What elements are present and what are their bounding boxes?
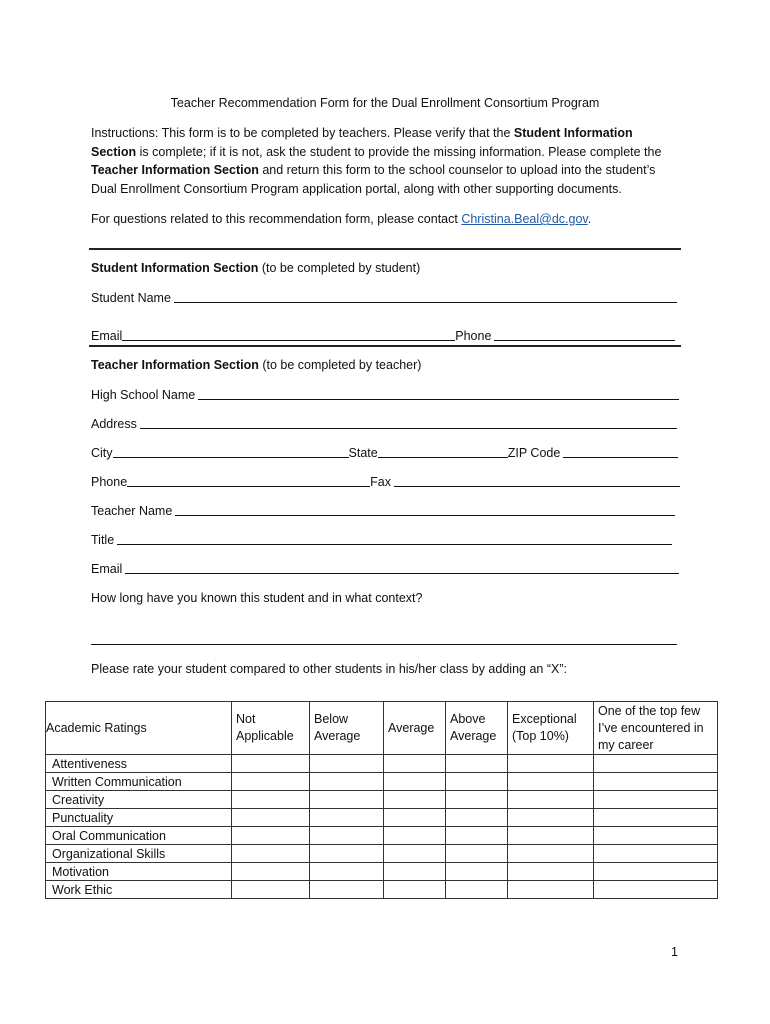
teacher-title-row bbox=[91, 531, 681, 547]
zip-field[interactable] bbox=[563, 455, 678, 458]
teacher-title-label: Title bbox=[91, 533, 115, 547]
rating-cell[interactable] bbox=[508, 791, 594, 809]
rating-cell[interactable] bbox=[446, 863, 508, 881]
rating-cell[interactable] bbox=[508, 881, 594, 899]
rating-cell[interactable] bbox=[310, 773, 384, 791]
teacher-name-row bbox=[91, 502, 681, 518]
student-section-note: (to be completed by student) bbox=[258, 261, 421, 275]
rating-cell[interactable] bbox=[446, 845, 508, 863]
context-question: How long have you known this student and in what context? bbox=[91, 591, 423, 605]
rating-cell[interactable] bbox=[384, 791, 446, 809]
rating-cell[interactable] bbox=[384, 827, 446, 845]
header-academic-label: Academic Ratings bbox=[46, 720, 147, 735]
header-text: One of the top few bbox=[598, 703, 701, 718]
rating-cell[interactable] bbox=[508, 845, 594, 863]
rating-cell[interactable] bbox=[446, 791, 508, 809]
city-label: City bbox=[91, 446, 113, 460]
teacher-email-label: Email bbox=[91, 562, 123, 576]
rating-row-label: Written Communication bbox=[46, 773, 232, 791]
rating-row-oral-communication bbox=[46, 827, 718, 845]
teacher-phone-label: Phone bbox=[91, 475, 128, 489]
rating-cell[interactable] bbox=[232, 773, 310, 791]
student-phone-label: Phone bbox=[455, 329, 492, 343]
rating-cell[interactable] bbox=[446, 827, 508, 845]
header-above-average bbox=[446, 702, 508, 755]
rating-cell[interactable] bbox=[384, 863, 446, 881]
state-label: State bbox=[348, 446, 378, 460]
rating-row-attentiveness bbox=[46, 755, 718, 773]
rating-prompt: Please rate your student compared to other students in his/her class by adding an “X”: bbox=[91, 662, 567, 676]
rating-cell[interactable] bbox=[310, 881, 384, 899]
context-answer-field[interactable] bbox=[91, 642, 677, 645]
fax-field[interactable] bbox=[394, 484, 680, 487]
contact-end: . bbox=[587, 212, 592, 226]
student-phone-field[interactable] bbox=[494, 338, 675, 341]
rating-cell[interactable] bbox=[384, 755, 446, 773]
page-number: 1 bbox=[671, 945, 678, 959]
rating-cell[interactable] bbox=[310, 845, 384, 863]
city-state-zip-row bbox=[91, 444, 681, 460]
student-name-row bbox=[91, 289, 681, 305]
rating-cell[interactable] bbox=[594, 809, 718, 827]
instructions-text: is complete; if it is not, ask the student to provide the missing information. Please complete the bbox=[136, 144, 662, 159]
state-field[interactable] bbox=[378, 455, 508, 458]
rating-row-label: Punctuality bbox=[46, 809, 232, 827]
rating-cell[interactable] bbox=[508, 809, 594, 827]
teacher-section-title: Teacher Information Section bbox=[91, 358, 259, 372]
zip-label: ZIP Code bbox=[507, 446, 561, 460]
header-below-average bbox=[310, 702, 384, 755]
rating-cell[interactable] bbox=[508, 755, 594, 773]
teacher-name-field[interactable] bbox=[175, 513, 675, 516]
address-label: Address bbox=[91, 417, 137, 431]
rating-cell[interactable] bbox=[310, 809, 384, 827]
section-divider bbox=[89, 345, 681, 347]
rating-cell[interactable] bbox=[594, 791, 718, 809]
teacher-title-field[interactable] bbox=[117, 542, 672, 545]
header-text: Below bbox=[314, 712, 349, 726]
ratings-table bbox=[45, 701, 718, 899]
header-text: Exceptional bbox=[512, 712, 577, 726]
rating-cell[interactable] bbox=[310, 755, 384, 773]
rating-cell[interactable] bbox=[232, 845, 310, 863]
student-email-label: Email bbox=[91, 329, 123, 343]
header-exceptional bbox=[508, 702, 594, 755]
teacher-section-heading bbox=[91, 356, 681, 375]
section-divider bbox=[89, 248, 681, 250]
rating-cell[interactable] bbox=[508, 863, 594, 881]
rating-cell[interactable] bbox=[508, 773, 594, 791]
student-section-heading bbox=[91, 259, 681, 278]
rating-row-label: Motivation bbox=[46, 863, 232, 881]
city-field[interactable] bbox=[113, 455, 349, 458]
header-text: Average bbox=[388, 720, 435, 735]
student-section-title: Student Information Section bbox=[91, 261, 259, 275]
header-academic-ratings bbox=[46, 702, 232, 755]
rating-row-label: Attentiveness bbox=[46, 755, 232, 773]
header-text: Average bbox=[314, 729, 361, 743]
instructions-bold-student: Student Information Section bbox=[91, 126, 633, 159]
header-text: Above bbox=[450, 712, 486, 726]
rating-cell[interactable] bbox=[384, 773, 446, 791]
student-email-field[interactable] bbox=[122, 338, 455, 341]
teacher-email-row bbox=[91, 560, 681, 576]
rating-row-motivation bbox=[46, 863, 718, 881]
rating-cell[interactable] bbox=[594, 773, 718, 791]
rating-cell[interactable] bbox=[446, 773, 508, 791]
rating-cell[interactable] bbox=[310, 827, 384, 845]
rating-cell[interactable] bbox=[310, 863, 384, 881]
instructions-text: Instructions: This form is to be completed by teachers. Please verify that the bbox=[91, 126, 514, 140]
teacher-email-field[interactable] bbox=[125, 571, 679, 574]
student-name-label: Student Name bbox=[91, 291, 171, 305]
contact-email-link[interactable]: Christina.Beal@dc.gov bbox=[461, 212, 588, 226]
rating-cell[interactable] bbox=[232, 881, 310, 899]
phone-fax-row bbox=[91, 473, 681, 489]
header-text: Average bbox=[450, 729, 497, 743]
rating-row-label: Creativity bbox=[46, 791, 232, 809]
rating-row-label: Work Ethic bbox=[46, 881, 232, 899]
rating-cell[interactable] bbox=[594, 845, 718, 863]
rating-cell[interactable] bbox=[232, 791, 310, 809]
address-field[interactable] bbox=[140, 426, 677, 429]
header-not-applicable bbox=[232, 702, 310, 755]
school-name-row bbox=[91, 386, 681, 402]
rating-cell[interactable] bbox=[232, 863, 310, 881]
instructions-bold-teacher: Teacher Information Section bbox=[91, 163, 259, 177]
instructions-text: and return this form to the school counselor to upload into the student’s Dual Enrollment Consortium Program application portal, along with other supporting documents. bbox=[91, 163, 656, 196]
rating-cell[interactable] bbox=[310, 791, 384, 809]
fax-label: Fax bbox=[370, 475, 391, 489]
rating-cell[interactable] bbox=[594, 755, 718, 773]
address-row bbox=[91, 415, 681, 431]
header-text: I’ve encountered in bbox=[598, 720, 704, 735]
teacher-name-label: Teacher Name bbox=[91, 504, 173, 518]
header-text: (Top 10%) bbox=[512, 729, 569, 743]
rating-row-organizational-skills bbox=[46, 845, 718, 863]
contact-text: For questions related to this recommendation form, please contact bbox=[91, 212, 462, 226]
teacher-section-note: (to be completed by teacher) bbox=[258, 358, 422, 372]
contact-line bbox=[91, 210, 681, 229]
context-answer-row bbox=[91, 631, 681, 647]
rating-cell[interactable] bbox=[384, 809, 446, 827]
rating-row-written-communication bbox=[46, 773, 718, 791]
rating-cell[interactable] bbox=[594, 881, 718, 899]
rating-cell[interactable] bbox=[594, 827, 718, 845]
header-text: Applicable bbox=[236, 729, 294, 743]
rating-row-punctuality bbox=[46, 809, 718, 827]
rating-cell[interactable] bbox=[232, 809, 310, 827]
rating-cell[interactable] bbox=[594, 863, 718, 881]
rating-cell[interactable] bbox=[446, 809, 508, 827]
school-name-field[interactable] bbox=[198, 397, 679, 400]
teacher-phone-field[interactable] bbox=[127, 484, 370, 487]
rating-cell[interactable] bbox=[384, 845, 446, 863]
header-top-few bbox=[594, 702, 718, 755]
school-name-label: High School Name bbox=[91, 388, 196, 402]
rating-cell[interactable] bbox=[384, 881, 446, 899]
rating-row-creativity bbox=[46, 791, 718, 809]
header-text: Not bbox=[236, 712, 256, 726]
rating-row-work-ethic bbox=[46, 881, 718, 899]
rating-cell[interactable] bbox=[508, 827, 594, 845]
instructions-paragraph bbox=[91, 124, 681, 198]
ratings-header-row bbox=[46, 702, 718, 755]
rating-cell[interactable] bbox=[446, 881, 508, 899]
student-contact-row bbox=[91, 327, 681, 343]
rating-row-label: Oral Communication bbox=[46, 827, 232, 845]
form-title: Teacher Recommendation Form for the Dual Enrollment Consortium Program bbox=[170, 96, 600, 110]
header-average bbox=[384, 702, 446, 755]
rating-row-label: Organizational Skills bbox=[46, 845, 232, 863]
rating-cell[interactable] bbox=[232, 755, 310, 773]
rating-cell[interactable] bbox=[232, 827, 310, 845]
rating-cell[interactable] bbox=[446, 755, 508, 773]
header-text: my career bbox=[598, 737, 654, 752]
student-name-field[interactable] bbox=[174, 300, 677, 303]
